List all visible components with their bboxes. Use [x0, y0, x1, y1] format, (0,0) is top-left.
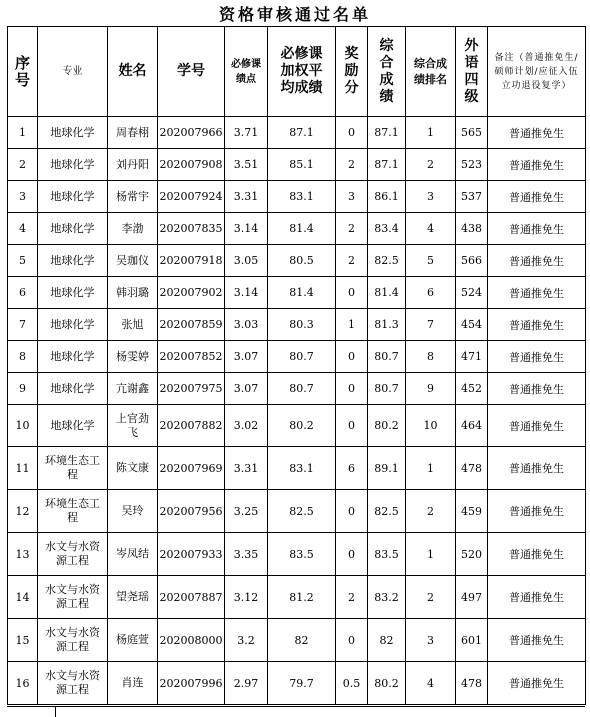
cell-bonus: 1	[336, 309, 368, 341]
cell-bonus: 2	[336, 213, 368, 245]
qualification-table	[7, 26, 586, 705]
header-bonus: 奖励分	[336, 27, 368, 117]
cell-id: 202007882	[158, 405, 225, 447]
cell-rank: 5	[406, 245, 456, 277]
cell-total: 83.5	[368, 533, 406, 576]
cell-id: 202007996	[158, 662, 225, 705]
cell-avg: 85.1	[268, 149, 336, 181]
cell-gpa: 3.07	[225, 341, 268, 373]
cell-rank: 3	[406, 619, 456, 662]
cell-gpa: 3.12	[225, 576, 268, 619]
cell-total: 80.2	[368, 662, 406, 705]
cell-lang: 454	[456, 309, 488, 341]
cell-total: 87.1	[368, 149, 406, 181]
cell-bonus: 2	[336, 245, 368, 277]
cell-lang: 565	[456, 117, 488, 149]
cell-rank: 2	[406, 149, 456, 181]
cell-major: 水文与水资源工程	[38, 662, 108, 705]
cell-seq: 11	[8, 447, 38, 490]
cell-gpa: 3.31	[225, 447, 268, 490]
cell-id: 202007852	[158, 341, 225, 373]
cell-total: 82.5	[368, 245, 406, 277]
cell-name: 周春栩	[108, 117, 158, 149]
cell-total: 80.7	[368, 373, 406, 405]
cell-seq: 1	[8, 117, 38, 149]
cell-rank: 1	[406, 117, 456, 149]
cell-lang: 524	[456, 277, 488, 309]
cell-note: 普通推免生	[488, 533, 586, 576]
cell-avg: 80.3	[268, 309, 336, 341]
cell-rank: 10	[406, 405, 456, 447]
cell-id: 202007924	[158, 181, 225, 213]
cell-note: 普通推免生	[488, 447, 586, 490]
cell-name: 肖连	[108, 662, 158, 705]
table-row	[8, 277, 586, 309]
cell-name: 李渤	[108, 213, 158, 245]
cell-id: 202007887	[158, 576, 225, 619]
cell-avg: 82.5	[268, 490, 336, 533]
cell-bonus: 3	[336, 181, 368, 213]
cell-gpa: 3.35	[225, 533, 268, 576]
cell-rank: 6	[406, 277, 456, 309]
table-row	[8, 341, 586, 373]
cell-seq: 13	[8, 533, 38, 576]
page-title: 资格审核通过名单	[218, 5, 371, 24]
cell-gpa: 2.97	[225, 662, 268, 705]
table-row	[8, 373, 586, 405]
cell-id: 202007835	[158, 213, 225, 245]
cell-lang: 478	[456, 662, 488, 705]
cell-total: 81.3	[368, 309, 406, 341]
cell-note: 普通推免生	[488, 490, 586, 533]
cell-bonus: 0	[336, 373, 368, 405]
cell-rank: 8	[406, 341, 456, 373]
table-row	[8, 181, 586, 213]
cell-bonus: 2	[336, 149, 368, 181]
cell-name: 张旭	[108, 309, 158, 341]
cell-id: 202007966	[158, 117, 225, 149]
cursor-mark	[55, 707, 56, 717]
header-rank: 综合成绩排名	[406, 27, 456, 117]
cell-lang: 438	[456, 213, 488, 245]
cell-id: 202007908	[158, 149, 225, 181]
cell-gpa: 3.14	[225, 213, 268, 245]
cell-bonus: 0	[336, 619, 368, 662]
cell-lang: 478	[456, 447, 488, 490]
cell-id: 202007969	[158, 447, 225, 490]
cell-lang: 464	[456, 405, 488, 447]
cell-lang: 601	[456, 619, 488, 662]
cell-gpa: 3.03	[225, 309, 268, 341]
cell-lang: 497	[456, 576, 488, 619]
bottom-border	[7, 706, 585, 707]
cell-id: 202007918	[158, 245, 225, 277]
cell-rank: 2	[406, 490, 456, 533]
cell-lang: 523	[456, 149, 488, 181]
table-row	[8, 619, 586, 662]
cell-note: 普通推免生	[488, 213, 586, 245]
cell-bonus: 0	[336, 341, 368, 373]
cell-bonus: 0	[336, 277, 368, 309]
cell-name: 杨雯婷	[108, 341, 158, 373]
cell-note: 普通推免生	[488, 149, 586, 181]
cell-total: 87.1	[368, 117, 406, 149]
cell-name: 韩羽璐	[108, 277, 158, 309]
cell-name: 岑凤结	[108, 533, 158, 576]
cell-note: 普通推免生	[488, 277, 586, 309]
cell-rank: 1	[406, 533, 456, 576]
cell-major: 地球化学	[38, 245, 108, 277]
cell-rank: 1	[406, 447, 456, 490]
cell-avg: 80.2	[268, 405, 336, 447]
cell-major: 环境生态工程	[38, 490, 108, 533]
cell-lang: 537	[456, 181, 488, 213]
cell-bonus: 0	[336, 533, 368, 576]
table-row	[8, 447, 586, 490]
table-row	[8, 245, 586, 277]
cell-seq: 16	[8, 662, 38, 705]
cell-avg: 81.4	[268, 277, 336, 309]
cell-name: 望尧瑶	[108, 576, 158, 619]
cell-name: 吴珈仪	[108, 245, 158, 277]
cell-total: 83.4	[368, 213, 406, 245]
cell-seq: 5	[8, 245, 38, 277]
table-row	[8, 149, 586, 181]
cell-note: 普通推免生	[488, 341, 586, 373]
cell-major: 地球化学	[38, 341, 108, 373]
cell-gpa: 3.14	[225, 277, 268, 309]
cell-total: 81.4	[368, 277, 406, 309]
cell-bonus: 0	[336, 405, 368, 447]
cell-major: 水文与水资源工程	[38, 533, 108, 576]
cell-gpa: 3.31	[225, 181, 268, 213]
cell-name: 上官劲飞	[108, 405, 158, 447]
cell-lang: 566	[456, 245, 488, 277]
cell-seq: 15	[8, 619, 38, 662]
cell-avg: 83.5	[268, 533, 336, 576]
cell-id: 202007902	[158, 277, 225, 309]
cell-seq: 7	[8, 309, 38, 341]
cell-note: 普通推免生	[488, 309, 586, 341]
cell-note: 普通推免生	[488, 619, 586, 662]
cell-name: 杨庭萱	[108, 619, 158, 662]
cell-major: 地球化学	[38, 181, 108, 213]
cell-gpa: 3.71	[225, 117, 268, 149]
cell-id: 202007933	[158, 533, 225, 576]
cell-rank: 2	[406, 576, 456, 619]
cell-major: 地球化学	[38, 405, 108, 447]
table-row	[8, 490, 586, 533]
cell-seq: 12	[8, 490, 38, 533]
cell-major: 地球化学	[38, 149, 108, 181]
cell-rank: 4	[406, 213, 456, 245]
cell-total: 86.1	[368, 181, 406, 213]
cell-gpa: 3.2	[225, 619, 268, 662]
cell-bonus: 0	[336, 117, 368, 149]
cell-gpa: 3.05	[225, 245, 268, 277]
cell-avg: 80.5	[268, 245, 336, 277]
cell-major: 地球化学	[38, 213, 108, 245]
table-row	[8, 117, 586, 149]
header-seq: 序号	[8, 27, 38, 117]
cell-seq: 6	[8, 277, 38, 309]
cell-name: 杨常宇	[108, 181, 158, 213]
cell-avg: 82	[268, 619, 336, 662]
cell-gpa: 3.07	[225, 373, 268, 405]
cell-note: 普通推免生	[488, 245, 586, 277]
cell-seq: 2	[8, 149, 38, 181]
cell-note: 普通推免生	[488, 181, 586, 213]
cell-bonus: 2	[336, 576, 368, 619]
table-row	[8, 309, 586, 341]
cell-avg: 80.7	[268, 341, 336, 373]
cell-name: 亢谢鑫	[108, 373, 158, 405]
cell-avg: 81.4	[268, 213, 336, 245]
header-total: 综合成绩	[368, 27, 406, 117]
header-note: 备注（普通推免生/硕师计划/应征入伍立功退役复学）	[488, 27, 586, 117]
cell-rank: 9	[406, 373, 456, 405]
cell-note: 普通推免生	[488, 576, 586, 619]
table-row	[8, 662, 586, 705]
header-row	[8, 27, 586, 117]
cell-name: 刘丹阳	[108, 149, 158, 181]
cell-avg: 80.7	[268, 373, 336, 405]
cell-lang: 471	[456, 341, 488, 373]
cell-gpa: 3.51	[225, 149, 268, 181]
cell-total: 89.1	[368, 447, 406, 490]
table-row	[8, 576, 586, 619]
cell-total: 82.5	[368, 490, 406, 533]
cell-rank: 3	[406, 181, 456, 213]
cell-total: 80.2	[368, 405, 406, 447]
cell-seq: 3	[8, 181, 38, 213]
cell-seq: 10	[8, 405, 38, 447]
table-row	[8, 533, 586, 576]
cell-note: 普通推免生	[488, 662, 586, 705]
cell-avg: 81.2	[268, 576, 336, 619]
cell-avg: 83.1	[268, 447, 336, 490]
header-req-gpa: 必修课绩点	[225, 27, 268, 117]
cell-rank: 7	[406, 309, 456, 341]
header-major: 专业	[38, 27, 108, 117]
cell-id: 202007956	[158, 490, 225, 533]
cell-gpa: 3.02	[225, 405, 268, 447]
cell-note: 普通推免生	[488, 373, 586, 405]
table-row	[8, 213, 586, 245]
cell-lang: 459	[456, 490, 488, 533]
cell-avg: 83.1	[268, 181, 336, 213]
cell-seq: 4	[8, 213, 38, 245]
cell-major: 地球化学	[38, 277, 108, 309]
cell-total: 83.2	[368, 576, 406, 619]
header-lang: 外语四级	[456, 27, 488, 117]
cell-name: 吴玲	[108, 490, 158, 533]
cell-total: 82	[368, 619, 406, 662]
cell-avg: 79.7	[268, 662, 336, 705]
header-name: 姓名	[108, 27, 158, 117]
table-row	[8, 405, 586, 447]
cell-note: 普通推免生	[488, 405, 586, 447]
cell-major: 地球化学	[38, 117, 108, 149]
cell-seq: 8	[8, 341, 38, 373]
cell-id: 202007859	[158, 309, 225, 341]
cell-gpa: 3.25	[225, 490, 268, 533]
cell-major: 地球化学	[38, 309, 108, 341]
cell-major: 水文与水资源工程	[38, 576, 108, 619]
cell-id: 202007975	[158, 373, 225, 405]
header-id: 学号	[158, 27, 225, 117]
cell-major: 水文与水资源工程	[38, 619, 108, 662]
cell-major: 地球化学	[38, 373, 108, 405]
cell-total: 80.7	[368, 341, 406, 373]
cell-bonus: 6	[336, 447, 368, 490]
cell-name: 陈文康	[108, 447, 158, 490]
cell-lang: 452	[456, 373, 488, 405]
cell-seq: 14	[8, 576, 38, 619]
cell-major: 环境生态工程	[38, 447, 108, 490]
cell-bonus: 0	[336, 490, 368, 533]
cell-lang: 520	[456, 533, 488, 576]
cell-rank: 4	[406, 662, 456, 705]
cell-avg: 87.1	[268, 117, 336, 149]
cell-id: 202008000	[158, 619, 225, 662]
header-req-avg: 必修课加权平均成绩	[268, 27, 336, 117]
cell-bonus: 0.5	[336, 662, 368, 705]
cell-note: 普通推免生	[488, 117, 586, 149]
cell-seq: 9	[8, 373, 38, 405]
